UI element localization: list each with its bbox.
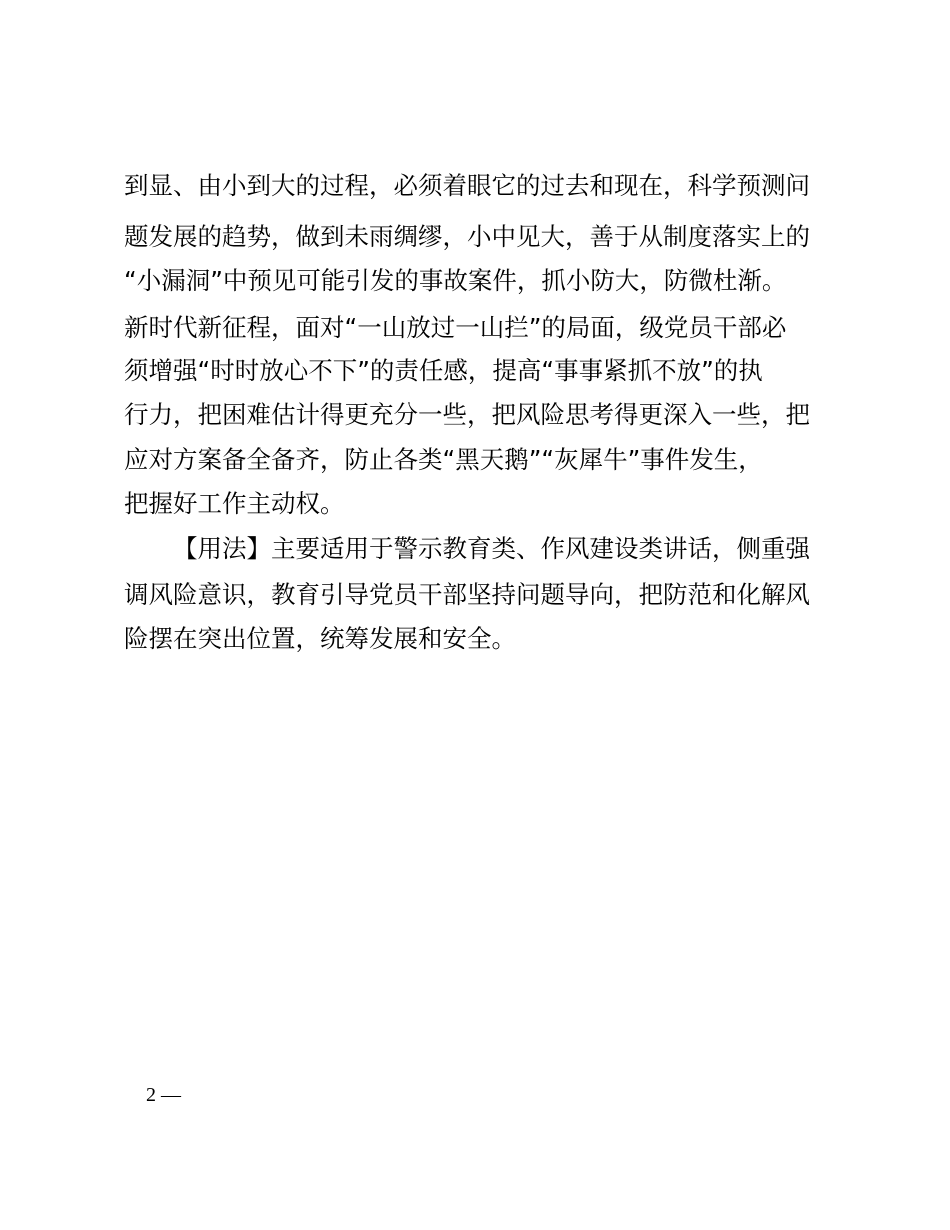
usage-paragraph-line: 险摆在突出位置，统筹发展和安全。 [124, 624, 516, 653]
body-text-line: 到显、由小到大的过程，必须着眼它的过去和现在，科学预测问 [124, 171, 810, 200]
body-text-line: 题发展的趋势，做到未雨绸缪，小中见大，善于从制度落实上的 [124, 222, 810, 251]
body-text-line: 新时代新征程，面对“一山放过一山拦”的局面，级党员干部必 [124, 313, 787, 342]
body-text-line: “小漏洞”中预见可能引发的事故案件，抓小防大，防微杜渐。 [124, 266, 787, 295]
usage-paragraph-line: 调风险意识，教育引导党员干部坚持问题导向，把防范和化解风 [124, 580, 810, 609]
body-text-line: 把握好工作主动权。 [124, 489, 345, 518]
usage-paragraph-line: 【用法】主要适用于警示教育类、作风建设类讲话，侧重强 [173, 534, 810, 563]
body-text-line: 应对方案备全备齐，防止各类“黑天鹅”“灰犀牛”事件发生， [124, 445, 763, 474]
page-number: 2 — [146, 1084, 181, 1106]
body-text-line: 须增强“时时放心不下”的责任感，提高“事事紧抓不放”的执 [124, 356, 763, 385]
body-text-line: 行力，把困难估计得更充分一些，把风险思考得更深入一些，把 [124, 400, 810, 429]
